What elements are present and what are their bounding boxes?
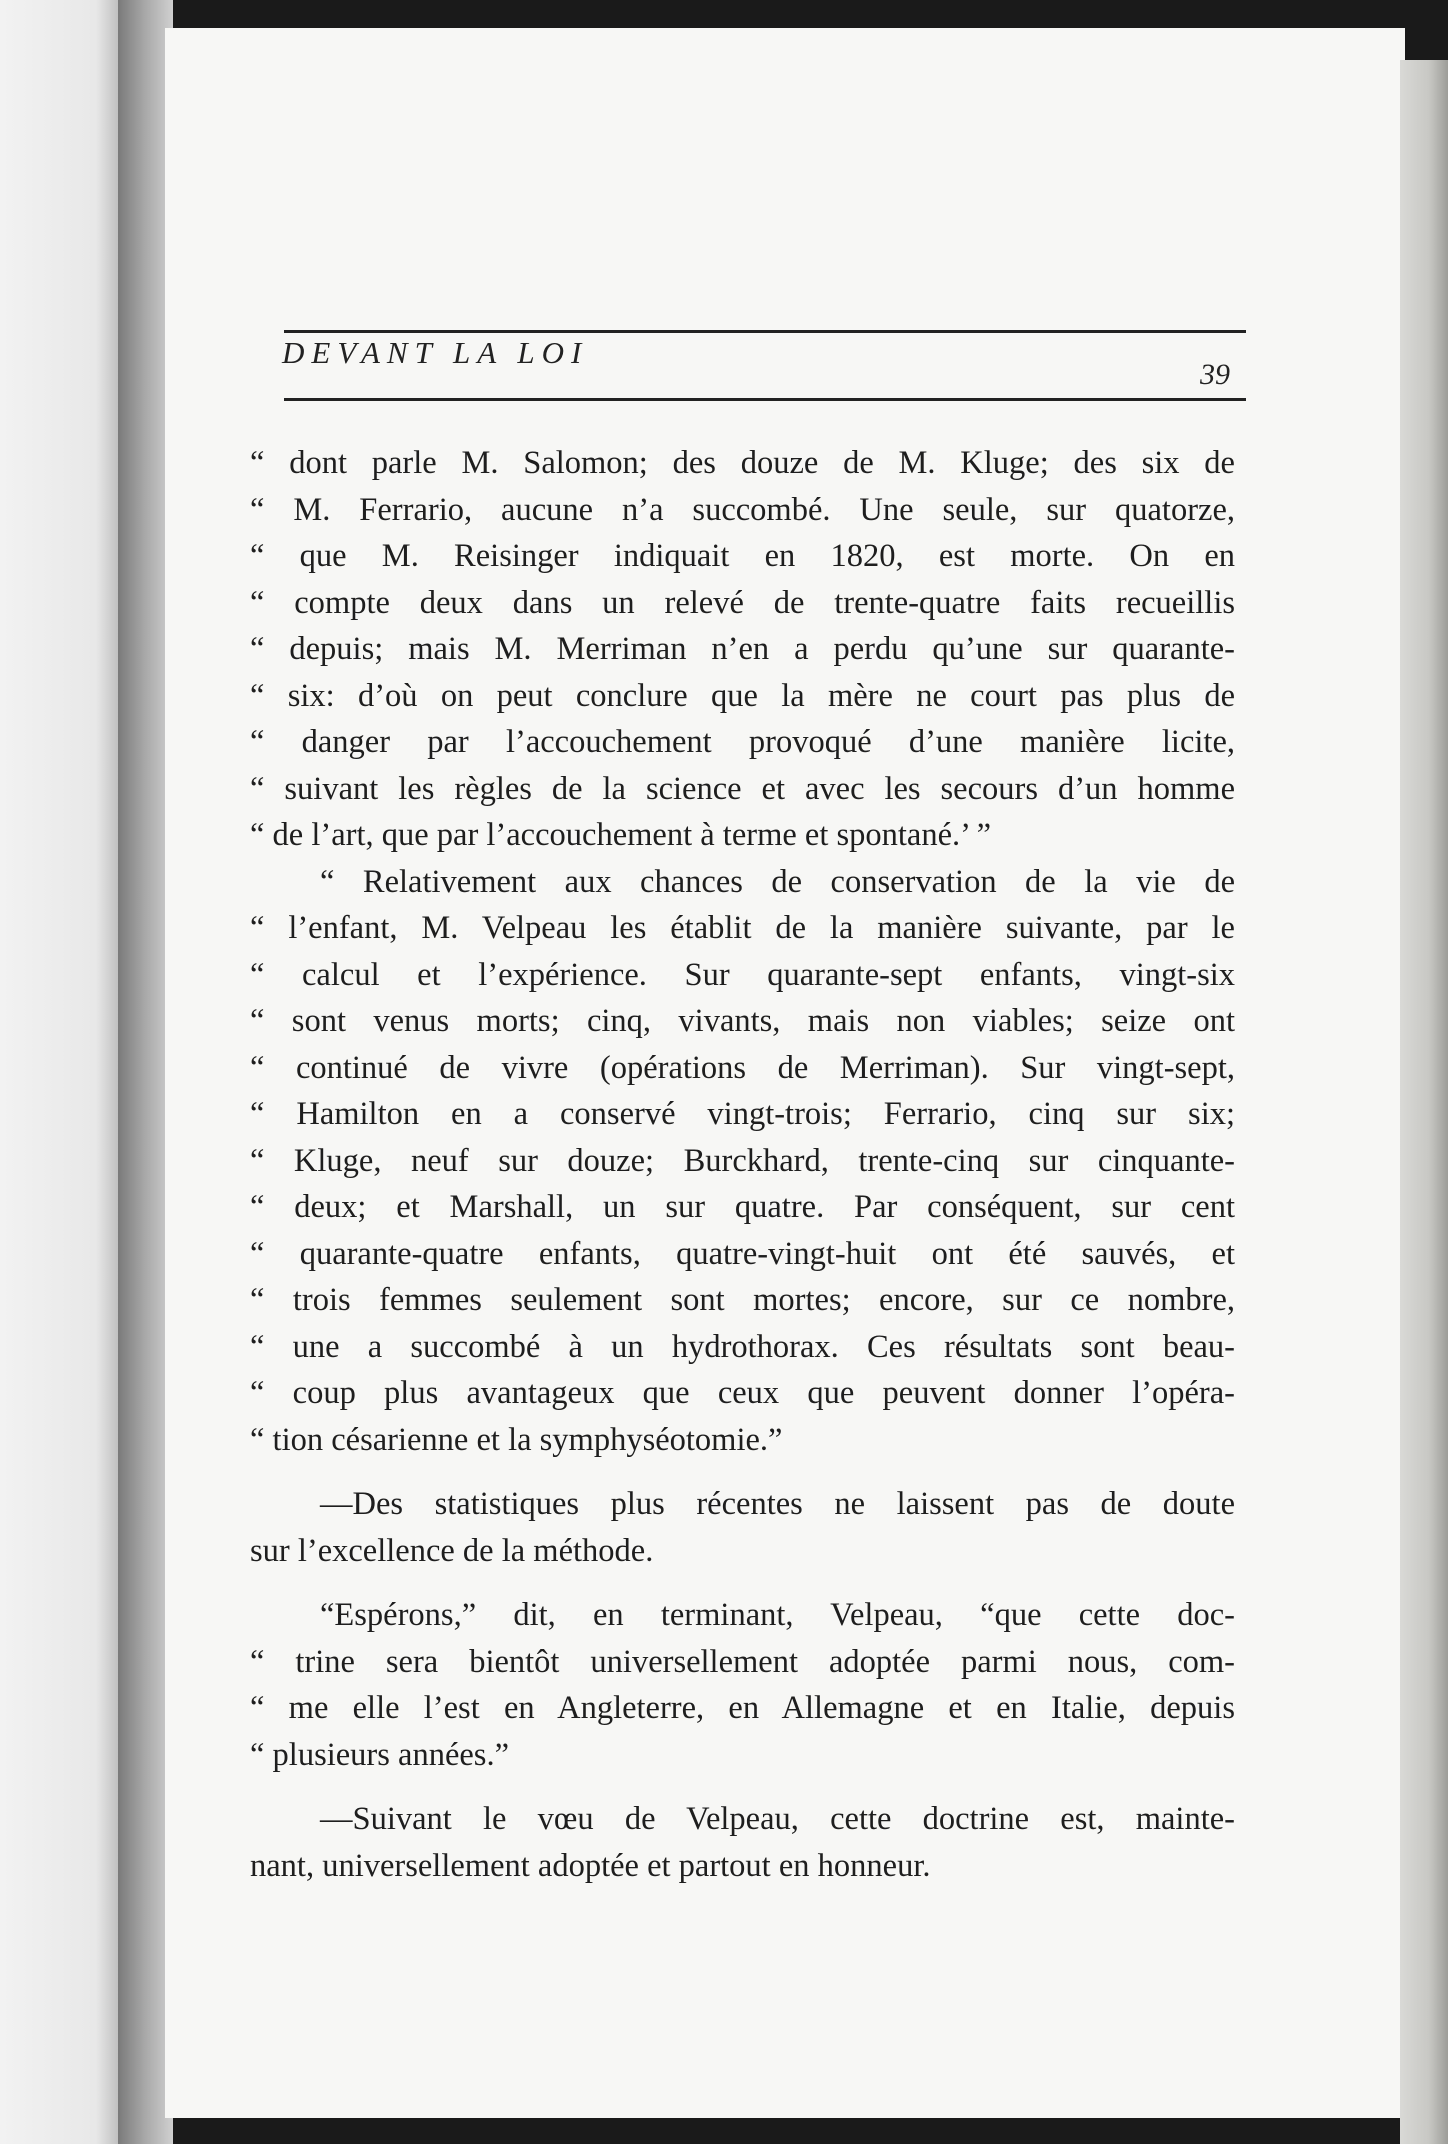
text-line: nant, universellement adoptée et partout en honneur.	[250, 1847, 931, 1884]
text-line: “ suivant les règles de la science et avec les secours d’un homme	[250, 770, 1235, 807]
page-number: 39	[1200, 358, 1230, 391]
text-line: “ me elle l’est en Angleterre, en Allemagne et en Italie, depuis	[250, 1690, 1235, 1726]
text-line: “ de l’art, que par l’accouchement à terme et spontané.’ ”	[250, 817, 992, 853]
header-rule-bottom	[284, 398, 1246, 401]
text-line: “Espérons,” dit, en terminant, Velpeau, “que cette doc-	[320, 1597, 1235, 1633]
text-line: “ trois femmes seulement sont mortes; encore, sur ce nombre,	[250, 1282, 1235, 1318]
text-line: sur l’excellence de la méthode.	[250, 1532, 654, 1569]
text-line: “ sont venus morts; cinq, vivants, mais non viables; seize ont	[250, 1003, 1235, 1039]
text-line: —Suivant le vœu de Velpeau, cette doctrine est, mainte-	[320, 1801, 1235, 1837]
text-line: “ six: d’où on peut conclure que la mère ne court pas plus de	[250, 677, 1235, 714]
text-line: “ tion césarienne et la symphyséotomie.”	[250, 1421, 783, 1458]
text-line: “ danger par l’accouchement provoqué d’une manière licite,	[250, 724, 1235, 760]
header-rule-top	[284, 330, 1246, 333]
text-line: “ deux; et Marshall, un sur quatre. Par conséquent, sur cent	[250, 1189, 1235, 1225]
text-line: “ trine sera bientôt universellement adoptée parmi nous, com-	[250, 1643, 1235, 1680]
text-line: “ calcul et l’expérience. Sur quarante-sept enfants, vingt-six	[250, 956, 1235, 993]
running-head: DEVANT LA LOI	[282, 335, 589, 370]
text-line: “ plusieurs années.”	[250, 1736, 510, 1773]
text-line: “ coup plus avantageux que ceux que peuvent donner l’opéra-	[250, 1375, 1235, 1411]
text-line: “ quarante-quatre enfants, quatre-vingt-huit ont été sauvés, et	[250, 1235, 1235, 1272]
text-line: —Des statistiques plus récentes ne laissent pas de doute	[320, 1486, 1235, 1522]
text-line: “ M. Ferrario, aucune n’a succombé. Une seule, sur quatorze,	[250, 491, 1235, 528]
text-line: “ que M. Reisinger indiquait en 1820, est morte. On en	[250, 538, 1235, 574]
text-line: “ Hamilton en a conservé vingt-trois; Ferrario, cinq sur six;	[250, 1096, 1235, 1132]
text-line: “ Kluge, neuf sur douze; Burckhard, trente-cinq sur cinquante-	[250, 1142, 1235, 1179]
body-text	[250, 440, 1235, 1889]
text-line: “ Relativement aux chances de conservation de la vie de	[320, 863, 1235, 900]
page-stack-edge	[1400, 60, 1448, 2144]
text-line: “ l’enfant, M. Velpeau les établit de la manière suivante, par le	[250, 910, 1235, 946]
text-line: “ continué de vivre (opérations de Merriman). Sur vingt-sept,	[250, 1049, 1235, 1086]
text-line: “ dont parle M. Salomon; des douze de M. Kluge; des six de	[250, 445, 1235, 481]
facing-page-edge	[0, 0, 120, 2144]
text-line: “ compte deux dans un relevé de trente-quatre faits recueillis	[250, 584, 1235, 621]
text-line: “ depuis; mais M. Merriman n’en a perdu qu’une sur quarante-	[250, 631, 1235, 667]
text-line: “ une a succombé à un hydrothorax. Ces résultats sont beau-	[250, 1328, 1235, 1365]
